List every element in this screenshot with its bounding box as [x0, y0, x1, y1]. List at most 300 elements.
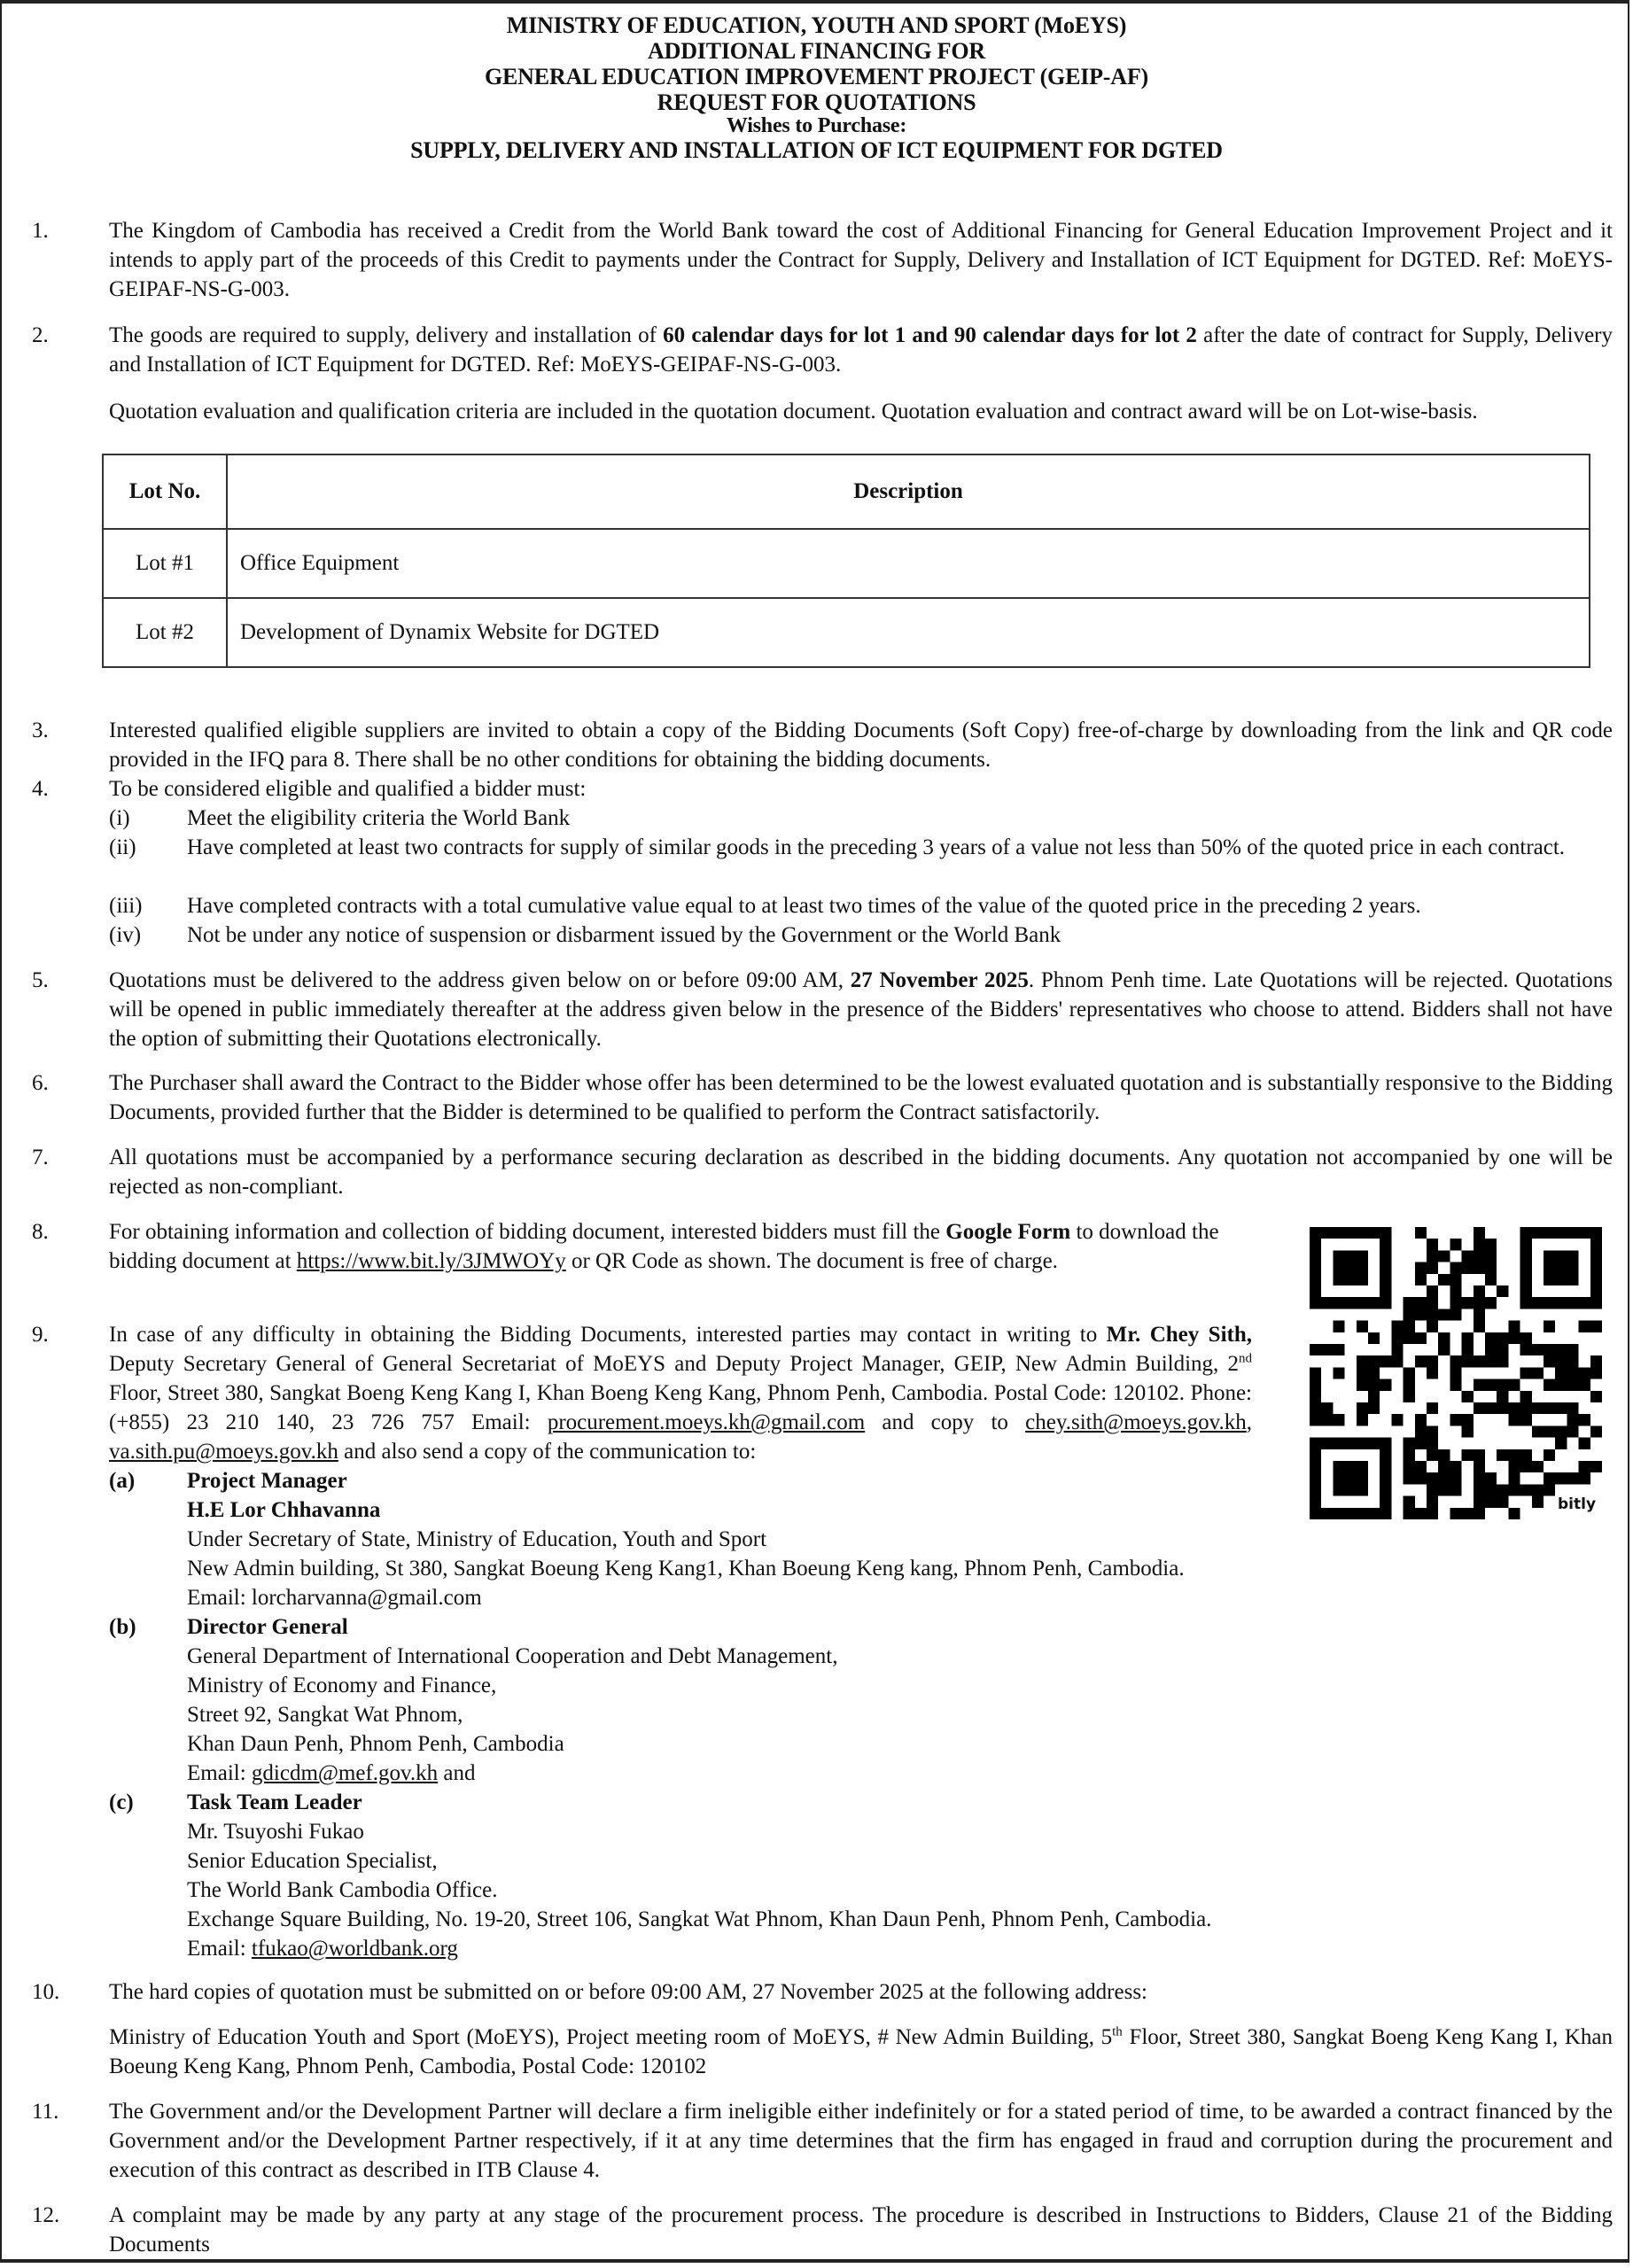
qr-module — [1520, 1461, 1532, 1472]
qr-module — [1427, 1309, 1438, 1320]
qr-module — [1450, 1239, 1461, 1250]
contact-email-link[interactable]: tfukao@worldbank.org — [251, 1937, 458, 1961]
qr-module — [1380, 1262, 1391, 1274]
table-row — [103, 598, 1590, 667]
contact-label: (a) — [109, 1469, 136, 1493]
qr-module — [1450, 1414, 1461, 1425]
qr-module — [1345, 1250, 1357, 1262]
qr-module — [1310, 1484, 1321, 1495]
qr-module — [1544, 1425, 1555, 1437]
email-suffix: and — [438, 1761, 476, 1785]
qr-module — [1579, 1461, 1590, 1472]
qr-module — [1357, 1402, 1368, 1414]
qr-module — [1567, 1425, 1578, 1437]
contact-line: The World Bank Cambodia Office. — [187, 1878, 498, 1902]
qr-module — [1567, 1472, 1578, 1484]
paragraph-number: 2. — [32, 323, 49, 347]
email-prefix: Email: — [187, 1586, 252, 1610]
criterion-text: Have completed contracts with a total cumulative value equal to at least two times of the value of the quoted price in the preceding 2 years. — [187, 894, 1421, 918]
contact-line: General Department of International Cooperation and Debt Management, — [187, 1644, 838, 1668]
qr-module — [1380, 1297, 1391, 1309]
qr-module — [1357, 1438, 1368, 1449]
qr-module — [1310, 1239, 1321, 1250]
paragraph-number: 9. — [32, 1323, 49, 1347]
qr-module — [1485, 1262, 1497, 1274]
qr-module — [1333, 1227, 1344, 1239]
qr-module — [1520, 1402, 1532, 1414]
qr-module — [1520, 1239, 1532, 1250]
qr-module — [1474, 1309, 1485, 1320]
qr-module — [1508, 1332, 1520, 1344]
qr-module — [1427, 1250, 1438, 1262]
qr-module — [1544, 1344, 1555, 1355]
qr-module — [1404, 1472, 1415, 1484]
paragraph-text — [109, 966, 1613, 1053]
qr-module — [1462, 1262, 1474, 1274]
qr-module — [1474, 1250, 1485, 1262]
qr-module — [1462, 1250, 1474, 1262]
qr-module — [1497, 1402, 1508, 1414]
qr-module — [1508, 1472, 1520, 1484]
qr-module — [1380, 1438, 1391, 1449]
contact-email-line — [187, 1934, 1339, 1963]
qr-module — [1404, 1367, 1415, 1379]
contact-line: Senior Education Specialist, — [187, 1849, 438, 1873]
qr-module — [1555, 1274, 1567, 1285]
qr-module — [1544, 1297, 1555, 1309]
qr-module — [1497, 1484, 1508, 1495]
qr-module — [1438, 1449, 1450, 1461]
qr-module — [1485, 1484, 1497, 1495]
qr-module — [1508, 1379, 1520, 1391]
qr-module — [1462, 1414, 1474, 1425]
qr-module — [1391, 1414, 1403, 1425]
contact-line: Ministry of Economy and Finance, — [187, 1674, 497, 1697]
qr-module — [1380, 1379, 1391, 1391]
qr-module — [1590, 1274, 1602, 1285]
qr-module — [1508, 1461, 1520, 1472]
qr-module — [1333, 1262, 1344, 1274]
qr-module — [1368, 1438, 1380, 1449]
bitly-logo: bitly — [1558, 1495, 1597, 1513]
qr-module — [1415, 1227, 1427, 1239]
criterion-label: (iv) — [109, 923, 142, 947]
qr-module — [1544, 1472, 1555, 1484]
qr-module — [1450, 1379, 1461, 1391]
qr-module — [1333, 1274, 1344, 1285]
qr-module — [1485, 1274, 1497, 1285]
qr-module — [1497, 1355, 1508, 1367]
lot-description: Office Equipment — [227, 529, 1590, 598]
qr-module — [1345, 1508, 1357, 1519]
qr-module — [1590, 1391, 1602, 1402]
qr-module — [1333, 1321, 1344, 1332]
qr-module — [1380, 1449, 1391, 1461]
va-sith-email-link[interactable]: va.sith.pu@moeys.gov.kh — [109, 1440, 338, 1464]
qr-module — [1520, 1250, 1532, 1262]
qr-module — [1310, 1285, 1321, 1297]
paragraph-text: A complaint may be made by any party at any stage of the procurement process. The procedure is described in Instructions to Bidders, Clause 21 of the Bidding Documents — [109, 2203, 1613, 2256]
qr-module — [1474, 1355, 1485, 1367]
qr-module — [1544, 1484, 1555, 1495]
ordinal-suffix: th — [1112, 2024, 1123, 2039]
qr-module — [1508, 1414, 1520, 1425]
qr-module — [1485, 1379, 1497, 1391]
qr-module — [1333, 1297, 1344, 1309]
qr-module — [1438, 1332, 1450, 1344]
paragraph-text: All quotations must be accompanied by a performance securing declaration as described in the bidding documents. Any quotation not accompanied by one will be rejected as non-compliant. — [109, 1146, 1613, 1199]
qr-module — [1310, 1414, 1321, 1425]
qr-module — [1404, 1508, 1415, 1519]
qr-module — [1555, 1227, 1567, 1239]
qr-module — [1438, 1250, 1450, 1262]
qr-module — [1368, 1508, 1380, 1519]
qr-module — [1544, 1379, 1555, 1391]
qr-module — [1579, 1321, 1590, 1332]
contact-line: Under Secretary of State, Ministry of Education, Youth and Sport — [187, 1527, 767, 1551]
qr-module — [1485, 1344, 1497, 1355]
qr-module — [1450, 1461, 1461, 1472]
paragraph-number: 6. — [32, 1071, 49, 1095]
qr-module — [1579, 1367, 1590, 1379]
criterion-label: (ii) — [109, 835, 136, 859]
qr-module — [1310, 1227, 1321, 1239]
lot-number: Lot #2 — [103, 598, 227, 667]
qr-module — [1333, 1414, 1344, 1425]
qr-module — [1427, 1484, 1438, 1495]
qr-code-icon[interactable] — [1310, 1227, 1602, 1519]
criterion-text: Not be under any notice of suspension or disbarment issued by the Government or the World Bank — [187, 923, 1061, 947]
qr-module — [1450, 1484, 1461, 1495]
qr-module — [1357, 1321, 1368, 1332]
qr-module — [1333, 1250, 1344, 1262]
address-text — [109, 2023, 1613, 2081]
criterion-label: (iii) — [109, 894, 143, 918]
paragraph-text: The Kingdom of Cambodia has received a Credit from the World Bank toward the cost of Additional Financing for General Education Improvement Project and it intends to apply part of the proceeds of this Credit to payments under the Contract for Supply, Delivery and Installation of ICT Equipment for DGTED. Ref: MoEYS-GEIPAF-NS-G-003. — [109, 219, 1613, 301]
qr-module — [1497, 1379, 1508, 1391]
qr-module — [1450, 1309, 1461, 1320]
qr-module — [1555, 1379, 1567, 1391]
paragraph-text: To be considered eligible and qualified a bidder must: — [109, 777, 587, 801]
qr-module — [1368, 1391, 1380, 1402]
qr-module — [1380, 1484, 1391, 1495]
lots-table — [102, 454, 1590, 668]
qr-module — [1474, 1227, 1485, 1239]
text-run: or QR Code as shown. The document is free of charge. — [565, 1249, 1058, 1273]
bidding-document-link[interactable]: https://www.bit.ly/3JMWOYy — [296, 1249, 566, 1273]
qr-module — [1508, 1402, 1520, 1414]
qr-module — [1404, 1461, 1415, 1472]
text-run: In case of any difficulty in obtaining the Bidding Documents, interested parties may contact in writing to — [109, 1323, 1107, 1347]
qr-module — [1310, 1508, 1321, 1519]
qr-module — [1310, 1402, 1321, 1414]
header-description: Description — [227, 454, 1590, 529]
paragraph-text: The hard copies of quotation must be submitted on or before 09:00 AM, 27 November 2025 at the following address: — [109, 1980, 1147, 2004]
qr-module — [1345, 1297, 1357, 1309]
qr-module — [1497, 1449, 1508, 1461]
paragraph-text — [109, 321, 1613, 379]
paragraph-text: The Government and/or the Development Partner will declare a firm ineligible either indefinitely or for a stated period of time, to be awarded a contract financed by the Government and/or the Development Partner respectively, if it at any time determines that the firm has engaged in fraud and corruption during the procurement and execution of this contract as described in ITB Clause 4. — [109, 2100, 1613, 2182]
qr-module — [1520, 1227, 1532, 1239]
qr-module — [1357, 1508, 1368, 1519]
qr-module — [1590, 1425, 1602, 1437]
qr-module — [1333, 1367, 1344, 1379]
qr-module — [1404, 1332, 1415, 1344]
qr-module — [1590, 1321, 1602, 1332]
delivery-period: 60 calendar days for lot 1 and 90 calendar days for lot 2 — [663, 323, 1197, 347]
qr-module — [1415, 1414, 1427, 1425]
qr-module — [1415, 1274, 1427, 1285]
email-prefix: Email: — [187, 1761, 252, 1785]
text-run: , — [1246, 1410, 1252, 1434]
qr-module — [1555, 1402, 1567, 1414]
lot-number: Lot #1 — [103, 529, 227, 598]
qr-module — [1579, 1379, 1590, 1391]
qr-module — [1438, 1344, 1450, 1355]
qr-module — [1427, 1402, 1438, 1414]
qr-module — [1590, 1367, 1602, 1379]
qr-module — [1404, 1496, 1415, 1508]
qr-module — [1579, 1438, 1590, 1449]
header-ministry: MINISTRY OF EDUCATION, YOUTH AND SPORT (MoEYS) — [506, 12, 1127, 38]
qr-module — [1333, 1484, 1344, 1495]
qr-module — [1310, 1344, 1321, 1355]
header-wishes: Wishes to Purchase: — [726, 114, 907, 137]
qr-module — [1427, 1239, 1438, 1250]
qr-module — [1520, 1391, 1532, 1402]
qr-module — [1544, 1321, 1555, 1332]
qr-module — [1357, 1262, 1368, 1274]
qr-module — [1438, 1484, 1450, 1495]
qr-module — [1544, 1402, 1555, 1414]
qr-module — [1567, 1367, 1578, 1379]
qr-module — [1345, 1274, 1357, 1285]
qr-module — [1357, 1379, 1368, 1391]
qr-module — [1333, 1461, 1344, 1472]
qr-module — [1404, 1391, 1415, 1402]
qr-module — [1555, 1262, 1567, 1274]
qr-module — [1474, 1472, 1485, 1484]
qr-module — [1532, 1367, 1544, 1379]
qr-module — [1590, 1297, 1602, 1309]
qr-module — [1391, 1344, 1403, 1355]
qr-module — [1427, 1297, 1438, 1309]
criterion-text: Meet the eligibility criteria the World Bank — [187, 806, 571, 830]
text-run: to download the bidding document at — [109, 1220, 1219, 1273]
paragraph-number: 12. — [32, 2203, 60, 2227]
text-run: Floor, Street 380, Sangkat Boeng Keng Kang I, Khan Boeung Keng Kang, Phnom Penh, Cambodia, Postal Code: 120102 — [109, 2025, 1613, 2078]
qr-module — [1555, 1355, 1567, 1367]
qr-module — [1544, 1355, 1555, 1367]
paragraph-text — [109, 1217, 1252, 1276]
qr-module — [1310, 1367, 1321, 1379]
qr-module — [1579, 1297, 1590, 1309]
qr-module — [1555, 1297, 1567, 1309]
qr-module — [1357, 1461, 1368, 1472]
qr-module — [1590, 1250, 1602, 1262]
qr-module — [1567, 1379, 1578, 1391]
qr-module — [1555, 1250, 1567, 1262]
qr-module — [1321, 1414, 1333, 1425]
qr-module — [1579, 1414, 1590, 1425]
qr-module — [1520, 1484, 1532, 1495]
qr-module — [1567, 1262, 1578, 1274]
qr-module — [1427, 1425, 1438, 1437]
qr-module — [1590, 1461, 1602, 1472]
qr-module — [1345, 1472, 1357, 1484]
qr-module — [1404, 1309, 1415, 1320]
qr-module — [1474, 1379, 1485, 1391]
qr-module — [1357, 1484, 1368, 1495]
contact-line: Khan Daun Penh, Phnom Penh, Cambodia — [187, 1732, 564, 1756]
qr-module — [1567, 1297, 1578, 1309]
qr-module — [1310, 1250, 1321, 1262]
qr-module — [1357, 1414, 1368, 1425]
qr-module — [1427, 1496, 1438, 1508]
qr-module — [1474, 1508, 1485, 1519]
paragraph-text: Interested qualified eligible suppliers are invited to obtain a copy of the Bidding Documents (Soft Copy) free-of-charge by downloading from the link and QR code provided in the IFQ para 8. There shall be no other conditions for obtaining the bidding documents. — [109, 718, 1613, 772]
qr-module — [1415, 1332, 1427, 1344]
qr-module — [1590, 1355, 1602, 1367]
qr-module — [1567, 1402, 1578, 1414]
qr-module — [1368, 1379, 1380, 1391]
qr-module — [1450, 1297, 1461, 1309]
qr-module — [1310, 1297, 1321, 1309]
qr-module — [1427, 1262, 1438, 1274]
qr-module — [1345, 1262, 1357, 1274]
contact-person: H.E Lor Chhavanna — [187, 1498, 381, 1522]
text-run: Quotations must be delivered to the address given below on or before 09:00 AM, — [109, 968, 851, 992]
qr-module — [1368, 1367, 1380, 1379]
header-lot-no: Lot No. — [103, 454, 227, 529]
qr-module — [1474, 1402, 1485, 1414]
qr-module — [1485, 1250, 1497, 1262]
qr-module — [1438, 1461, 1450, 1472]
qr-module — [1450, 1285, 1461, 1297]
qr-module — [1321, 1344, 1333, 1355]
qr-module — [1310, 1472, 1321, 1484]
qr-module — [1380, 1274, 1391, 1285]
contact-label: (b) — [109, 1615, 136, 1639]
qr-module — [1520, 1332, 1532, 1344]
qr-module — [1532, 1461, 1544, 1472]
criterion-text: Have completed at least two contracts for supply of similar goods in the preceding 3 years of a value not less than 50% of the quoted price in each contract. — [187, 835, 1566, 859]
qr-module — [1415, 1309, 1427, 1320]
qr-module — [1415, 1355, 1427, 1367]
procurement-email-link[interactable]: procurement.moeys.kh@gmail.com — [547, 1410, 866, 1434]
qr-module — [1485, 1355, 1497, 1367]
qr-module — [1567, 1227, 1578, 1239]
qr-module — [1520, 1285, 1532, 1297]
qr-module — [1474, 1321, 1485, 1332]
qr-module — [1474, 1285, 1485, 1297]
qr-module — [1567, 1274, 1578, 1285]
paragraph-number: 11. — [32, 2100, 59, 2124]
qr-module — [1380, 1461, 1391, 1472]
qr-module — [1532, 1484, 1544, 1495]
google-form-label: Google Form — [945, 1220, 1071, 1244]
contact-email-link[interactable]: gdicdm@mef.gov.kh — [251, 1761, 439, 1785]
qr-module — [1485, 1332, 1497, 1344]
qr-module — [1310, 1391, 1321, 1402]
qr-module — [1450, 1262, 1461, 1274]
qr-module — [1590, 1262, 1602, 1274]
qr-module — [1450, 1472, 1461, 1484]
qr-module — [1485, 1402, 1497, 1414]
qr-module — [1520, 1414, 1532, 1425]
qr-module — [1357, 1297, 1368, 1309]
qr-module — [1520, 1449, 1532, 1461]
qr-module — [1391, 1355, 1403, 1367]
qr-module — [1310, 1461, 1321, 1472]
qr-module — [1380, 1285, 1391, 1297]
contact-line: Exchange Square Building, No. 19-20, Street 106, Sangkat Wat Phnom, Khan Daun Penh, Phnom Penh, Cambodia. — [187, 1907, 1212, 1931]
qr-module — [1555, 1472, 1567, 1484]
qr-module — [1321, 1508, 1333, 1519]
qr-module — [1391, 1332, 1403, 1344]
chey-sith-email-link[interactable]: chey.sith@moeys.gov.kh — [1025, 1410, 1247, 1434]
qr-module — [1310, 1379, 1321, 1391]
qr-module — [1357, 1355, 1368, 1367]
header-additional-financing: ADDITIONAL FINANCING FOR — [648, 38, 985, 64]
paragraph-text — [109, 1320, 1252, 1466]
qr-module — [1391, 1321, 1403, 1332]
qr-module — [1497, 1285, 1508, 1297]
qr-module — [1321, 1438, 1333, 1449]
qr-module — [1415, 1425, 1427, 1437]
contact-email-line — [187, 1759, 1339, 1788]
contact-line: Mr. Tsuyoshi Fukao — [187, 1820, 364, 1844]
qr-module — [1462, 1449, 1474, 1461]
qr-module — [1368, 1402, 1380, 1414]
header-project: GENERAL EDUCATION IMPROVEMENT PROJECT (GEIP-AF) — [485, 64, 1148, 89]
qr-module — [1462, 1355, 1474, 1367]
qr-module — [1474, 1496, 1485, 1508]
paragraph-number: 5. — [32, 968, 49, 992]
table-row — [103, 529, 1590, 598]
qr-module — [1462, 1508, 1474, 1519]
qr-module — [1404, 1438, 1415, 1449]
qr-module — [1497, 1496, 1508, 1508]
qr-module — [1590, 1227, 1602, 1239]
qr-module — [1462, 1297, 1474, 1309]
text-run: . Phnom Penh time. Late Quotations will be rejected. Quotations will be opened in public immediately thereafter at the address given below in the presence of the Bidders' representatives who choose to attend. Bidders shall not have the option of submitting their Quotations electronically. — [109, 968, 1614, 1051]
qr-module — [1544, 1274, 1555, 1285]
qr-module — [1438, 1274, 1450, 1285]
paragraph-number: 8. — [32, 1220, 49, 1244]
qr-module — [1357, 1367, 1368, 1379]
paragraph-number: 1. — [32, 219, 49, 243]
qr-module — [1404, 1297, 1415, 1309]
qr-module — [1485, 1496, 1497, 1508]
contact-role: Director General — [187, 1615, 348, 1639]
qr-module — [1450, 1355, 1461, 1367]
qr-module — [1310, 1262, 1321, 1274]
qr-module — [1450, 1367, 1461, 1379]
qr-module — [1345, 1227, 1357, 1239]
qr-module — [1380, 1496, 1391, 1508]
qr-module — [1368, 1227, 1380, 1239]
qr-module — [1438, 1472, 1450, 1484]
text-run: For obtaining information and collection of bidding document, interested bidders must fill the — [109, 1220, 946, 1244]
qr-module — [1427, 1355, 1438, 1367]
qr-module — [1357, 1472, 1368, 1484]
paragraph-number: 7. — [32, 1146, 49, 1169]
qr-module — [1532, 1402, 1544, 1414]
qr-module — [1415, 1508, 1427, 1519]
qr-module — [1415, 1472, 1427, 1484]
qr-module — [1520, 1274, 1532, 1285]
